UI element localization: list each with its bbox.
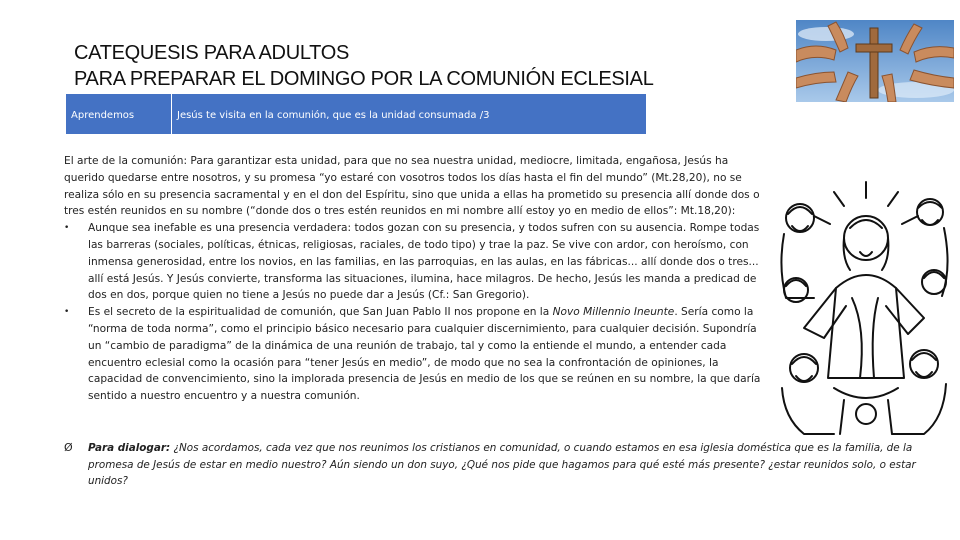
bullet-item-1 bbox=[64, 220, 770, 304]
banner-label: Aprendemos bbox=[66, 94, 172, 134]
document-title-italic: Novo Millennio Ineunte bbox=[552, 306, 675, 319]
bullet-text-2a: Es el secreto de la espiritualidad de comunión, que San Juan Pablo II nos propone en la bbox=[88, 306, 553, 319]
dialog-label: Para dialogar: bbox=[88, 442, 171, 454]
cross-hands-photo bbox=[796, 20, 954, 102]
dialog-section bbox=[64, 440, 956, 490]
bullet-item-2 bbox=[64, 304, 770, 405]
bullet-text-2b: . Sería como la “norma de toda norma”, como el principio básico necesario para cualquier discernimiento, para cualquier decisión. Supondría un “cambio de paradigma” de la dinámica de una reunión de trabajo, tal y como la entiende el mundo, a entender cada encuentro eclesial como la ocasión para “tener Jesús en medio”, de modo que no sea la confrontación de opiniones, la capacidad de convencimiento, sino la implorada presencia de Jesús en medio de los que se reúnen en su nombre, la que daría sentido a nuestro encuentro y a nuestra comunión. bbox=[88, 306, 761, 403]
arrow-bullet-icon: Ø bbox=[64, 441, 73, 454]
title-line-2: PARA PREPARAR EL DOMINGO POR LA COMUNIÓN ECLESIAL bbox=[74, 68, 654, 90]
banner-text: Jesús te visita en la comunión, que es la unidad consumada /3 bbox=[177, 110, 490, 121]
title-line-1: CATEQUESIS PARA ADULTOS bbox=[74, 42, 350, 64]
bullet-marker: • bbox=[64, 307, 70, 318]
bullet-marker: • bbox=[64, 223, 70, 234]
bullet-text-1: Aunque sea inefable es una presencia verdadera: todos gozan con su presencia, y todos sufren con su ausencia. Rompe todas las barreras (sociales, políticas, étnicas, religiosas, raciales, de todo tipo) y trae la paz. Se vive con ardor, con heroísmo, con inmensa generosidad, entre los novios, en las familias, en las parroquias, en las aulas, en las fábricas... allí donde dos o tres... allí está Jesús. Y Jesús convierte, transforma las situaciones, ilumina, hace milagros. De hecho, Jesús les manda a predicad de dos en dos, porque quien no tiene a Jesús no puede dar a Jesús (Cf.: San Gregorio). bbox=[88, 222, 760, 302]
jesus-disciples-drawing bbox=[774, 178, 954, 440]
topic-banner bbox=[66, 94, 646, 134]
intro-paragraph: El arte de la comunión: Para garantizar esta unidad, para que no sea nuestra unidad, mediocre, limitada, engañosa, Jesús ha querido quedarse entre nosotros, y su promesa “yo estaré con vosotros todos los días hasta el fin del mundo” (Mt.28,20), no se realiza sólo en su presencia sacramental y en el don del Espíritu, sino que unida a ellas ha prometido su presencia allí donde dos o tres estén reunidos en su nombre (“donde dos o tres estén reunidos en mi nombre allí estoy yo en medio de ellos”: Mt.18,20): bbox=[64, 155, 760, 218]
dialog-question: ¿Nos acordamos, cada vez que nos reunimos los cristianos en comunidad, o cuando estamos en esa iglesia doméstica que es la familia, de la promesa de Jesús de estar en medio nuestro? Aún siendo un don suyo, ¿Qué nos pide que hagamos para qué esté más presente? ¿estar reunidos solo, o estar unidos? bbox=[88, 442, 916, 487]
main-text bbox=[64, 153, 770, 405]
page-title bbox=[74, 40, 654, 92]
